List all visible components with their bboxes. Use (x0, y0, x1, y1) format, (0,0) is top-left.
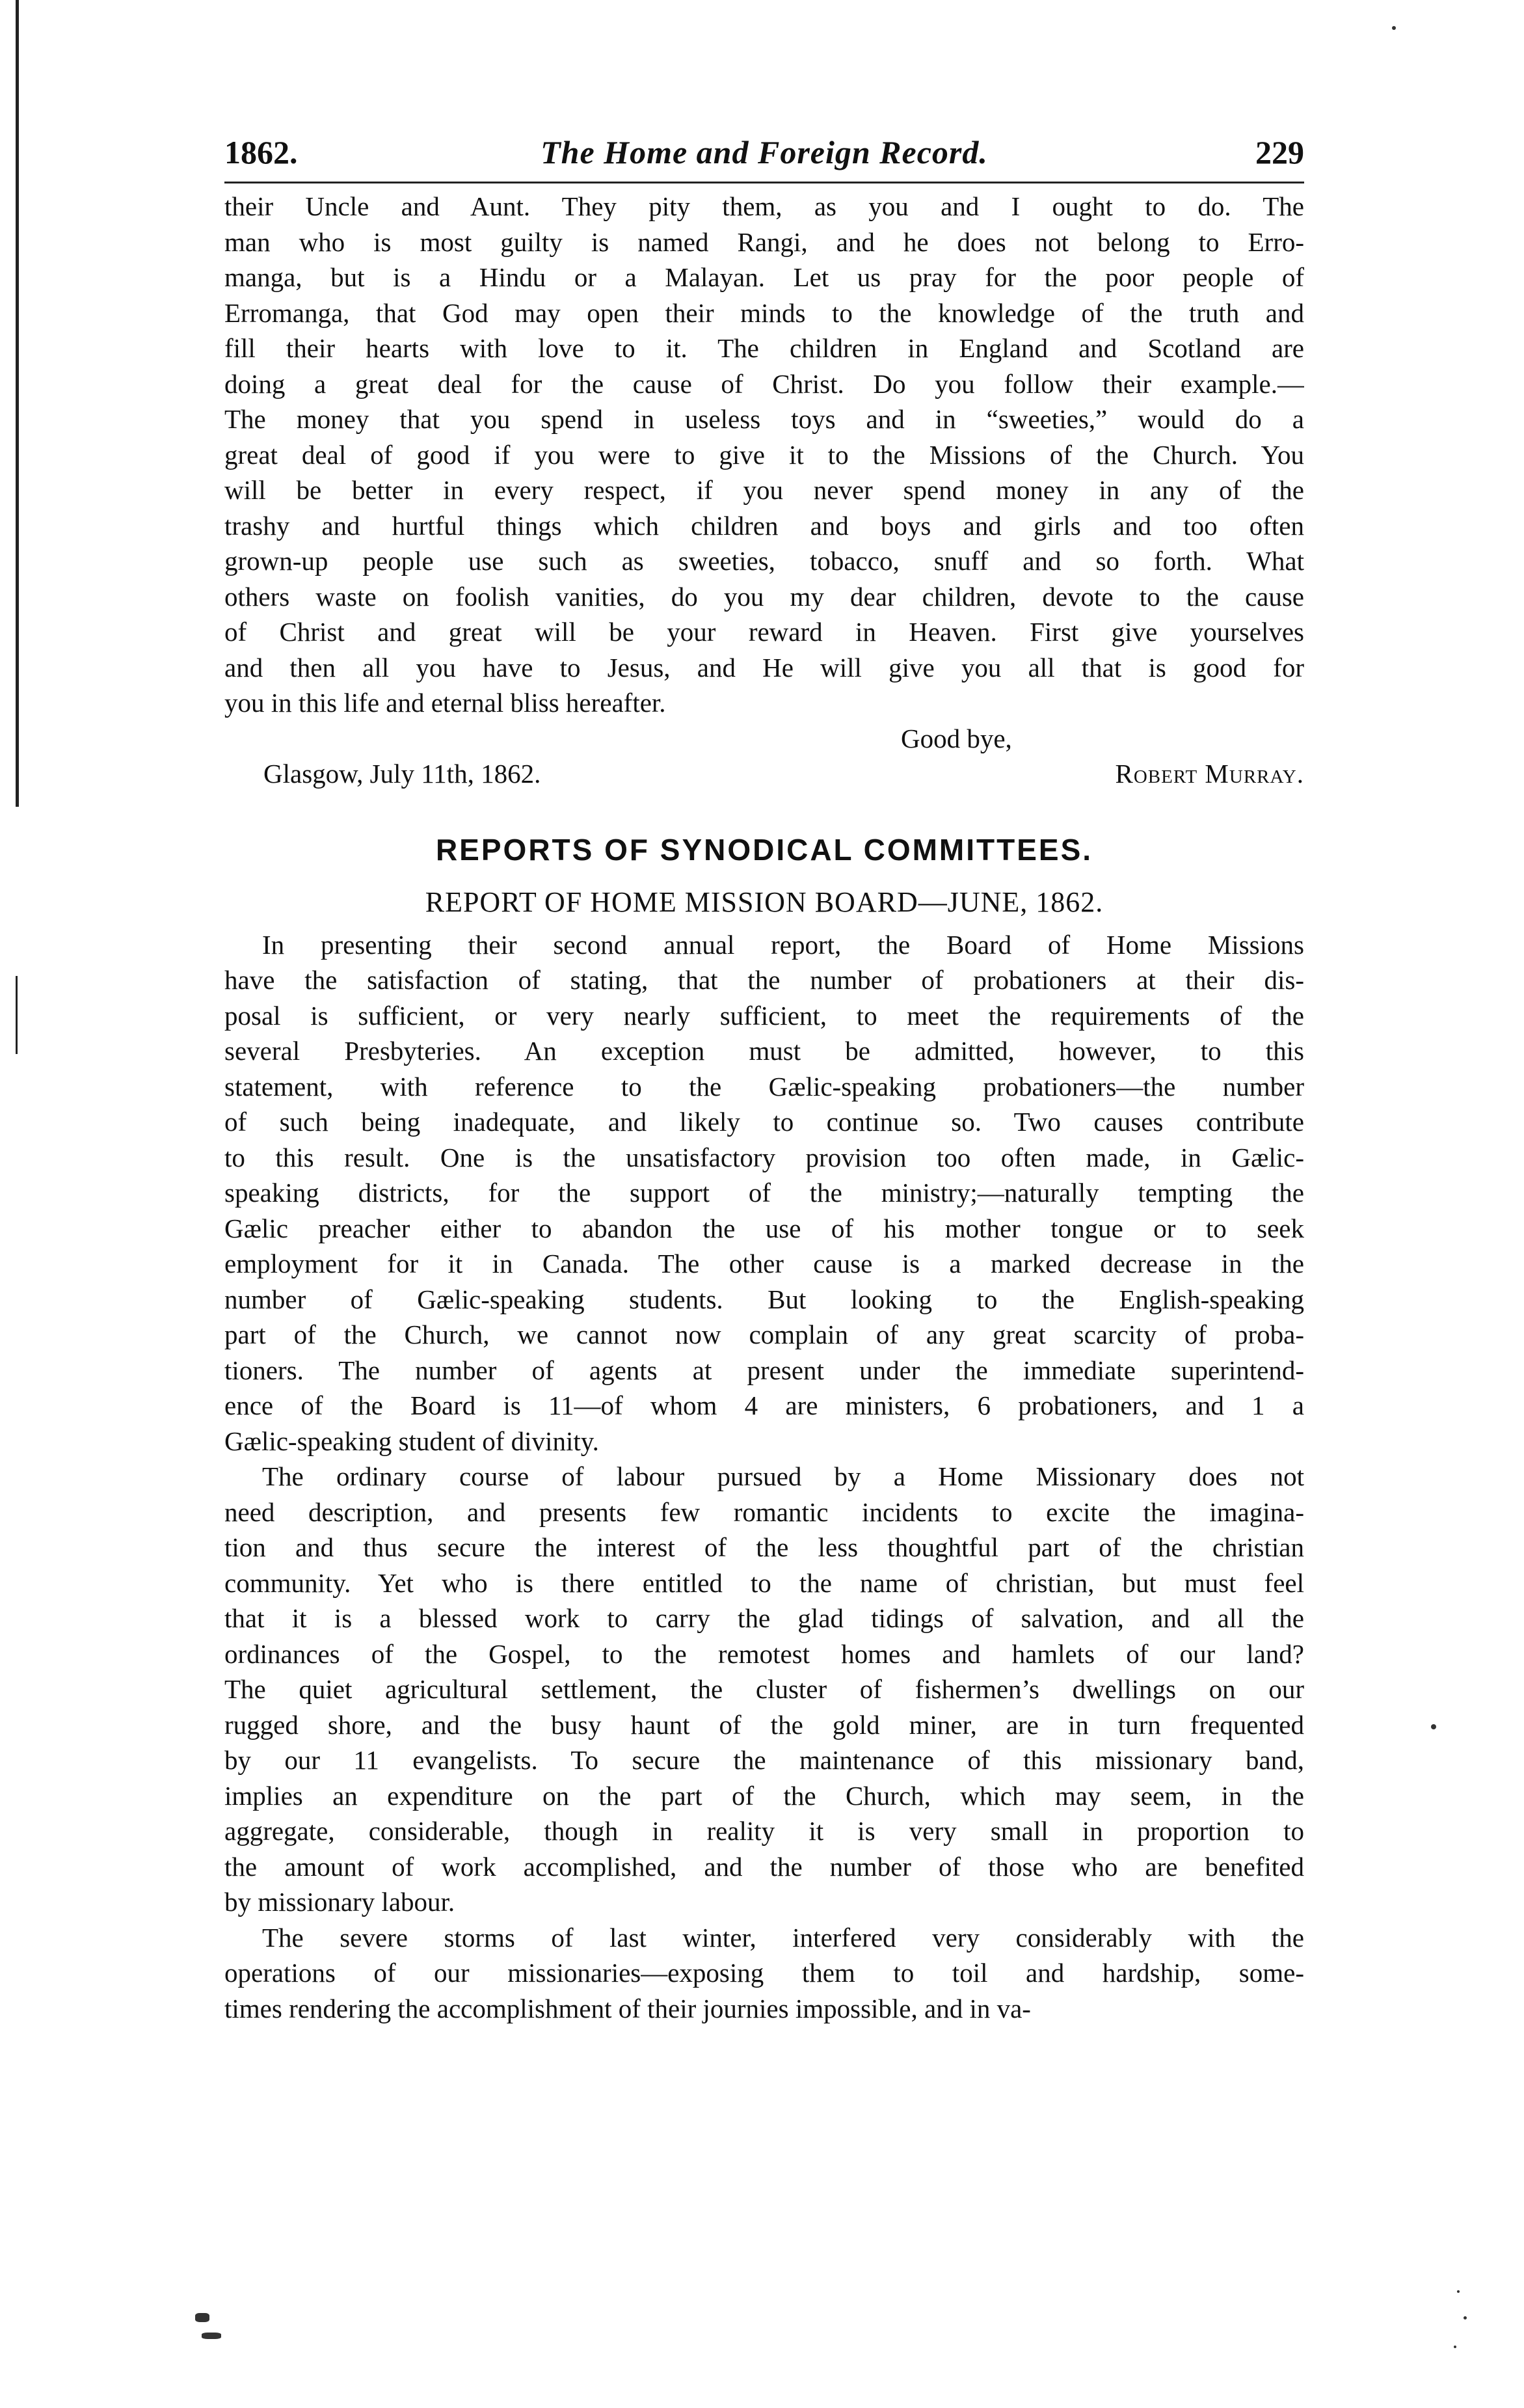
text-line: Erromanga, that God may open their minds to the knowledge of the truth and (224, 297, 1304, 328)
text-line: community. Yet who is there entitled to the name of christian, but must feel (224, 1567, 1304, 1598)
text-line: trashy and hurtful things which children and boys and girls and too often (224, 510, 1304, 541)
text-line: part of the Church, we cannot now complain of any great scarcity of proba- (224, 1319, 1304, 1349)
print-speck (1392, 26, 1396, 30)
text-line: Gælic-speaking student of divinity. (224, 1426, 599, 1456)
paragraph (224, 1920, 1304, 2027)
text-line: times rendering the accomplishment of their journies impossible, and in va- (224, 1993, 1031, 2023)
text-line: fill their hearts with love to it. The children in England and Scotland are (224, 333, 1304, 363)
text-line: you in this life and eternal bliss hereafter. (224, 688, 666, 718)
text-line: and then all you have to Jesus, and He will give you all that is good for (224, 652, 1304, 683)
text-line: man who is most guilty is named Rangi, and he does not belong to Erro- (224, 226, 1304, 257)
header-rule (224, 182, 1304, 183)
text-line: grown-up people use such as sweeties, tobacco, snuff and so forth. What (224, 546, 1304, 576)
text-line: The money that you spend in useless toys and in “sweeties,” would do a (224, 404, 1304, 434)
place-date: Glasgow, July 11th, 1862. (263, 759, 541, 789)
text-line: ordinances of the Gospel, to the remotest homes and hamlets of our land? (224, 1638, 1304, 1669)
text-line: speaking districts, for the support of the ministry;—naturally tempting the (224, 1178, 1304, 1208)
print-smudge (195, 2313, 209, 2322)
closing-salutation: Good bye, (901, 723, 1012, 753)
text-line: Gælic preacher either to abandon the use of his mother tongue or to seek (224, 1213, 1304, 1243)
report-title: REPORT OF HOME MISSION BOARD—JUNE, 1862. (425, 886, 1104, 918)
text-line: others waste on foolish vanities, do you my dear children, devote to the cause (224, 581, 1304, 612)
text-line: great deal of good if you were to give it to the Missions of the Church. You (224, 439, 1304, 470)
text-line: to this result. One is the unsatisfactory provision too often made, in Gælic- (224, 1142, 1304, 1172)
text-line: rugged shore, and the busy haunt of the gold miner, are in turn frequented (224, 1709, 1304, 1740)
text-line: their Uncle and Aunt. They pity them, as you and I ought to do. The (224, 191, 1304, 221)
text-line: of such being inadequate, and likely to continue so. Two causes contribute (224, 1107, 1304, 1137)
letter-closing (224, 721, 1304, 792)
text-line: The ordinary course of labour pursued by a Home Missionary does not (262, 1461, 1304, 1491)
header-title: The Home and Foreign Record. (541, 134, 988, 170)
paragraph (224, 1459, 1304, 1920)
print-speck (1457, 2290, 1460, 2293)
text-line: In presenting their second annual report, the Board of Home Missions (262, 929, 1304, 960)
print-speck (1464, 2316, 1467, 2320)
header-year: 1862. (224, 134, 298, 170)
text-line: employment for it in Canada. The other cause is a marked decrease in the (224, 1249, 1304, 1278)
text-line: posal is sufficient, or very nearly sufficient, to meet the requirements of the (224, 1000, 1304, 1031)
text-line: several Presbyteries. An exception must be admitted, however, to this (224, 1036, 1304, 1066)
paragraph (224, 927, 1304, 1459)
section-title: REPORTS OF SYNODICAL COMMITTEES. (435, 832, 1093, 867)
text-line: manga, but is a Hindu or a Malayan. Let us pray for the poor people of (224, 262, 1304, 292)
text-line: The severe storms of last winter, interfered very considerably with the (262, 1922, 1304, 1953)
text-line: tion and thus secure the interest of the less thoughtful part of the christian (224, 1532, 1304, 1562)
text-line: implies an expenditure on the part of the Church, which may seem, in the (224, 1780, 1304, 1811)
binding-edge (16, 0, 19, 807)
text-line: doing a great deal for the cause of Christ. Do you follow their example.— (224, 368, 1304, 399)
text-line: have the satisfaction of stating, that the number of probationers at their dis- (224, 965, 1304, 995)
text-line: by missionary labour. (224, 1887, 455, 1917)
text-line: statement, with reference to the Gælic-speaking probationers—the number (224, 1071, 1304, 1102)
text-line: the amount of work accomplished, and the number of those who are benefited (224, 1851, 1304, 1882)
page (224, 133, 1304, 2026)
print-smudge (202, 2333, 221, 2339)
text-line: number of Gælic-speaking students. But looking to the English-speaking (224, 1284, 1304, 1314)
text-line: need description, and presents few romantic incidents to excite the imagina- (224, 1496, 1304, 1527)
text-line: The quiet agricultural settlement, the cluster of fishermen’s dwellings on our (224, 1674, 1304, 1704)
text-line: tioners. The number of agents at present under the immediate superintend- (224, 1355, 1304, 1385)
print-speck (1454, 2346, 1456, 2348)
print-speck (1431, 1724, 1436, 1729)
signature: Robert Murray. (1115, 759, 1304, 789)
report-text (224, 927, 1304, 2027)
running-head (224, 133, 1304, 182)
letter-text (224, 189, 1304, 721)
text-line: will be better in every respect, if you never spend money in any of the (224, 475, 1304, 505)
text-line: operations of our missionaries—exposing them to toil and hardship, some- (224, 1958, 1304, 1988)
text-line: of Christ and great will be your reward in Heaven. First give yourselves (224, 617, 1304, 647)
text-line: by our 11 evangelists. To secure the maintenance of this missionary band, (224, 1745, 1304, 1775)
text-line: that it is a blessed work to carry the glad tidings of salvation, and all the (224, 1603, 1304, 1633)
text-line: ence of the Board is 11—of whom 4 are ministers, 6 probationers, and 1 a (224, 1390, 1304, 1420)
text-line: aggregate, considerable, though in reality it is very small in proportion to (224, 1816, 1304, 1846)
binding-edge-lower (16, 976, 18, 1054)
page-number: 229 (1255, 134, 1304, 170)
